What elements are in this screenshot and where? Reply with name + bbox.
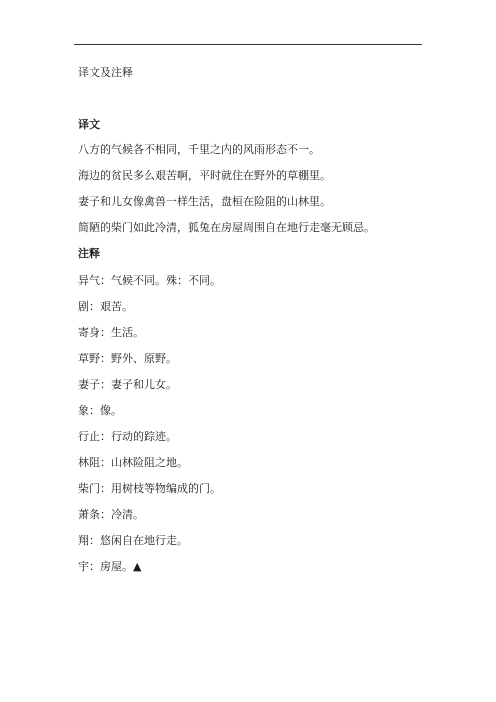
note-line: 剧：艰苦。 [78,300,133,313]
note-line: 行止：行动的踪迹。 [78,430,177,443]
note-line: 林阻：山林险阻之地。 [78,456,188,469]
translation-line: 八方的气候各不相同，千里之内的风雨形态不一。 [78,143,320,156]
header-rule [74,44,422,45]
note-line: 萧条：冷清。 [78,508,144,521]
note-line: 异气：气候不同。殊：不同。 [78,274,221,287]
note-line: 柴门：用树枝等物编成的门。 [78,482,221,495]
translation-line: 妻子和儿女像禽兽一样生活，盘桓在险阻的山林里。 [78,195,331,208]
note-line: 翔：悠闲自在地行走。 [78,534,188,547]
translation-line: 简陋的柴门如此冷清，狐兔在房屋周围自在地行走毫无顾忌。 [78,221,375,234]
note-line: 宇：房屋。▲ [78,560,142,573]
note-line: 寄身：生活。 [78,326,144,339]
note-line: 草野：野外、原野。 [78,352,177,365]
section-title: 译文及注释 [78,66,133,79]
translation-heading: 译文 [78,118,100,131]
note-line: 妻子：妻子和儿女。 [78,378,177,391]
translation-line: 海边的贫民多么艰苦啊，平时就住在野外的草棚里。 [78,169,331,182]
notes-heading: 注释 [78,247,100,260]
note-line: 象：像。 [78,404,122,417]
